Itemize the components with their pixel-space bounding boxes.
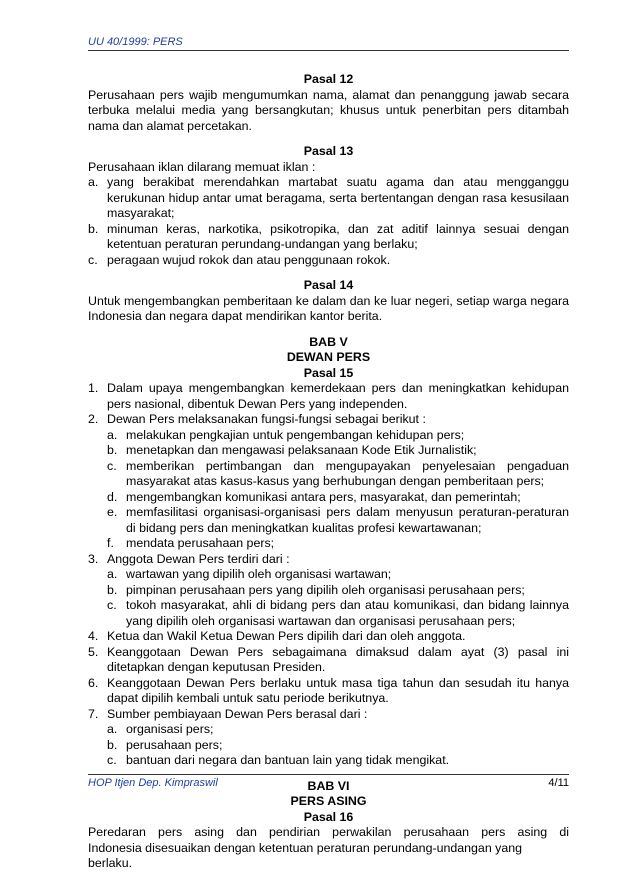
item-text: Keanggotaan Dewan Pers sebagaimana dimaksud dalam ayat (3) pasal ini ditetapkan dengan keputusan Presiden.	[107, 644, 569, 674]
header-rule	[88, 50, 569, 51]
running-header: UU 40/1999: PERS	[88, 36, 183, 48]
sub-list-item	[88, 567, 569, 583]
item-text: melakukan pengkajian untuk pengembangan kehidupan pers;	[126, 427, 465, 442]
page-number: 4/11	[548, 777, 569, 789]
item-text: perusahaan pers;	[126, 737, 223, 752]
item-text: bantuan dari negara dan bantuan lain yang tidak mengikat.	[126, 753, 450, 767]
item-text: Anggota Dewan Pers terdiri dari :	[107, 551, 290, 566]
item-text: wartawan yang dipilih oleh organisasi wartawan;	[126, 567, 392, 581]
item-label: b.	[88, 221, 99, 236]
item-text: Dewan Pers melaksanakan fungsi-fungsi sebagai berikut :	[107, 412, 426, 426]
item-text: Sumber pembiayaan Dewan Pers berasal dari :	[107, 706, 368, 721]
item-label: d.	[107, 489, 118, 504]
item-label: c.	[107, 753, 117, 767]
item-text: Ketua dan Wakil Ketua Dewan Pers dipilih dari dan oleh anggota.	[107, 629, 466, 643]
list-item	[88, 253, 569, 269]
item-label: 7.	[88, 706, 99, 721]
item-text: Dalam upaya mengembangkan kemerdekaan pers dan meningkatkan kehidupan pers nasional, dibentuk Dewan Pers yang independen.	[107, 381, 569, 411]
bab-6-name: PERS ASING	[290, 794, 367, 808]
item-text: Keanggotaan Dewan Pers berlaku untuk masa tiga tahun dan sesudah itu hanya dapat dipilih kembali untuk satu periode berikutnya.	[107, 675, 569, 705]
pasal-14-body: Untuk mengembangkan pemberitaan ke dalam dan ke luar negeri, setiap warga negara Indonesia dan negara dapat mendirikan kantor berita.	[88, 293, 569, 323]
item-label: a.	[107, 427, 118, 442]
footer-source: HOP Itjen Dep. Kimpraswil	[88, 777, 218, 789]
item-text: minuman keras, narkotika, psikotropika, dan zat aditif lainnya sesuai dengan ketentuan peraturan perundang-undangan yang berlaku;	[107, 221, 569, 251]
item-text: memfasilitasi organisasi-organisasi pers dalam menyusun peraturan-peraturan di bidang pers dan meningkatkan kualitas profesi kewartawanan;	[126, 505, 569, 535]
item-label: 3.	[88, 551, 99, 566]
pasal-12-title: Pasal 12	[303, 72, 354, 86]
item-text: organisasi pers;	[126, 722, 214, 736]
pasal-12-body: Perusahaan pers wajib mengumumkan nama, alamat dan penanggung jawab secara terbuka melalui media yang bersangkutan; khusus untuk penerbitan pers ditambah nama dan alamat percetakan.	[88, 87, 569, 133]
item-label: c.	[88, 252, 98, 267]
sub-list-item	[88, 753, 569, 769]
pasal-14-title: Pasal 14	[303, 278, 354, 292]
item-text: pimpinan perusahaan pers yang dipilih oleh organisasi perusahaan pers;	[126, 582, 525, 597]
item-label: f.	[107, 536, 114, 550]
item-text: memberikan pertimbangan dan mengupayakan penyelesaian pengaduan masyarakat atas kasus-kasus yang berhubungan dengan pemberitaan pers;	[126, 458, 569, 488]
sub-list-item	[88, 490, 569, 506]
item-label: c.	[107, 458, 117, 473]
item-label: e.	[107, 505, 118, 519]
pasal-16-line-2: Indonesia disesuaikan dengan ketentuan peraturan perundang-undangan yang berlaku.	[88, 840, 523, 870]
sub-list-item	[88, 443, 569, 459]
sub-list-item	[88, 505, 569, 536]
item-label: 2.	[88, 412, 99, 426]
footer-rule	[88, 774, 569, 775]
bab-5-heading: BAB V	[309, 334, 348, 349]
item-label: a.	[107, 567, 118, 581]
bab-5-name: DEWAN PERS	[286, 350, 371, 364]
list-item	[88, 222, 569, 253]
item-label: 6.	[88, 675, 99, 690]
item-text: mendata perusahaan pers;	[126, 536, 275, 550]
list-item	[88, 552, 569, 568]
item-text: menetapkan dan mengawasi pelaksanaan Kode Etik Jurnalistik;	[126, 443, 477, 457]
page-content	[88, 72, 569, 872]
pasal-16-line-1: Peredaran pers asing dan pendirian perwakilan perusahaan pers asing di	[88, 825, 569, 839]
list-item	[88, 381, 569, 412]
list-item	[88, 175, 569, 222]
sub-list-item	[88, 738, 569, 754]
item-label: b.	[107, 737, 118, 752]
list-item	[88, 629, 569, 645]
item-label: a.	[88, 175, 99, 189]
pasal-15-title: Pasal 15	[303, 365, 354, 380]
list-item	[88, 412, 569, 428]
list-item	[88, 645, 569, 676]
item-label: c.	[107, 598, 117, 612]
item-label: 5.	[88, 644, 99, 659]
item-text: yang berakibat merendahkan martabat suatu agama dan atau mengganggu kerukunan hidup antar umat beragama, serta bertentangan dengan rasa kesusilaan masyarakat;	[107, 175, 569, 220]
item-label: 4.	[88, 629, 99, 643]
pasal-16-title: Pasal 16	[303, 809, 354, 824]
pasal-13-intro: Perusahaan iklan dilarang memuat iklan :	[88, 159, 316, 174]
item-text: peragaan wujud rokok dan atau penggunaan rokok.	[107, 252, 391, 267]
list-item	[88, 676, 569, 707]
item-label: b.	[107, 443, 118, 457]
item-label: a.	[107, 722, 118, 736]
pasal-13-title: Pasal 13	[303, 144, 354, 158]
sub-list-item	[88, 536, 569, 552]
sub-list-item	[88, 583, 569, 599]
item-text: tokoh masyarakat, ahli di bidang pers dan atau komunikasi, dan bidang lainnya yang dipilih oleh organisasi wartawan dan organisasi perusahaan pers;	[126, 598, 569, 628]
item-label: 1.	[88, 381, 99, 395]
list-item	[88, 707, 569, 723]
sub-list-item	[88, 722, 569, 738]
sub-list-item	[88, 459, 569, 490]
bab-6-heading: BAB VI	[307, 778, 350, 793]
sub-list-item	[88, 598, 569, 629]
sub-list-item	[88, 428, 569, 444]
item-label: b.	[107, 582, 118, 597]
item-text: mengembangkan komunikasi antara pers, masyarakat, dan pemerintah;	[126, 489, 521, 504]
